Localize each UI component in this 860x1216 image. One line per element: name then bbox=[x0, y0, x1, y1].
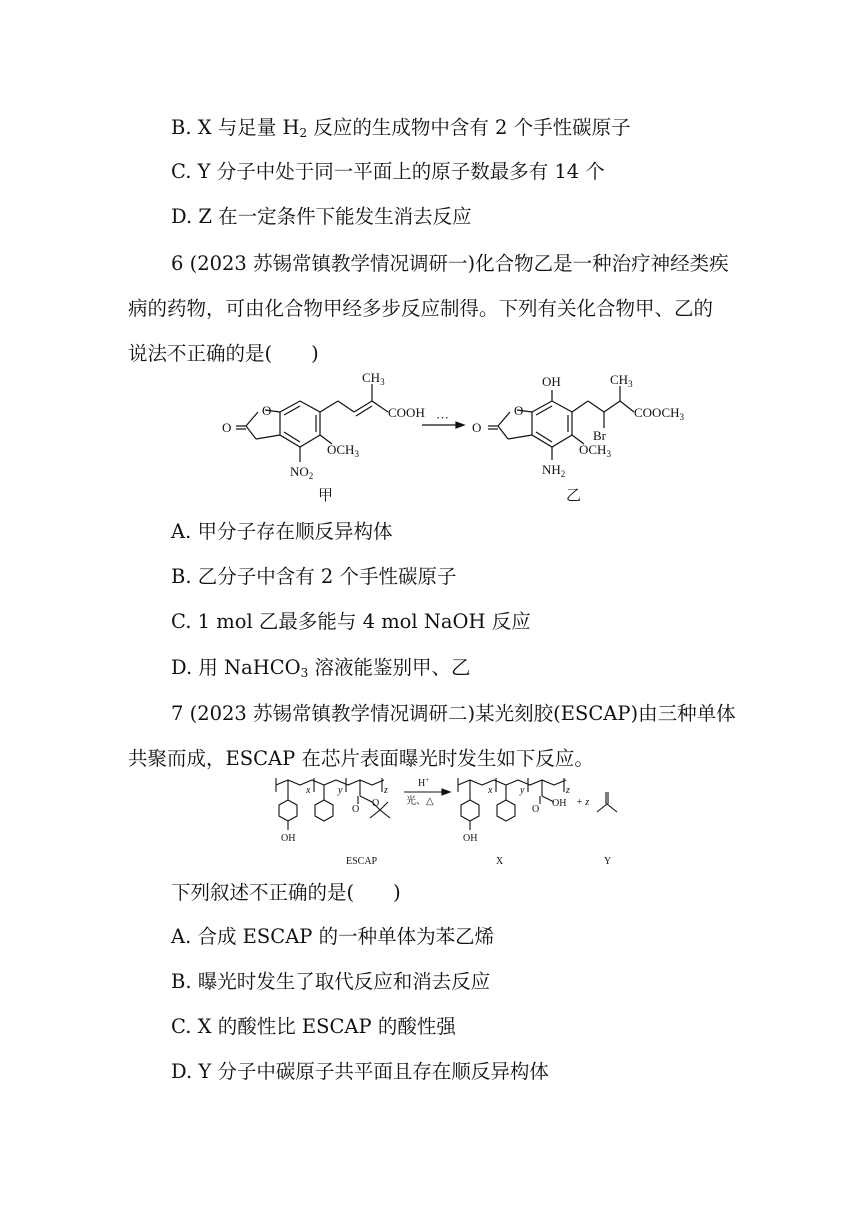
escap-phenol-ring bbox=[279, 800, 297, 821]
label-escap: ESCAP bbox=[346, 856, 378, 867]
escap-ester-o: O bbox=[372, 798, 380, 809]
q7-option-c: C. X 的酸性比 ESCAP 的酸性强 bbox=[171, 1015, 456, 1038]
q6-reaction-figure bbox=[210, 372, 690, 512]
yi-och3: $OCH_3$ bbox=[579, 442, 611, 459]
jia-ring-o: O bbox=[262, 403, 272, 418]
yi-oh: OH bbox=[542, 374, 561, 389]
escap-oh: OH bbox=[281, 833, 296, 844]
jia-ch3: $CH_3$ bbox=[362, 372, 385, 387]
q7-reaction-scheme bbox=[270, 774, 640, 870]
escap-carbonyl-o: O bbox=[352, 804, 360, 815]
x-acid-oh: OH bbox=[552, 798, 567, 809]
escap-sub-z: z bbox=[384, 785, 388, 796]
escap-sub-x: x bbox=[306, 785, 311, 796]
label-jia: 甲 bbox=[318, 486, 334, 504]
q7-option-a: A. 合成 ESCAP 的一种单体为苯乙烯 bbox=[171, 925, 495, 948]
q6-option-b: B. 乙分子中含有 2 个手性碳原子 bbox=[171, 565, 457, 588]
label-x: X bbox=[496, 856, 504, 867]
plus-z: + z bbox=[576, 797, 590, 808]
yi-carbonyl-o: O bbox=[472, 420, 482, 435]
label-yi: 乙 bbox=[566, 486, 582, 504]
x-phenol-ring bbox=[461, 800, 479, 821]
yi-benzene-ring bbox=[532, 401, 572, 447]
q5-option-c: C. Y 分子中处于同一平面上的原子数最多有 14 个 bbox=[171, 160, 605, 183]
escap-sub-y: y bbox=[338, 785, 343, 796]
q7-option-b: B. 曝光时发生了取代反应和消去反应 bbox=[171, 970, 491, 993]
q7-option-d: D. Y 分子中碳原子共平面且存在顺反异构体 bbox=[171, 1060, 549, 1083]
q6-stem-line3: 说法不正确的是( ) bbox=[128, 342, 319, 365]
x-carbonyl-o: O bbox=[532, 804, 540, 815]
label-y: Y bbox=[604, 856, 612, 867]
jia-cooh: COOH bbox=[388, 405, 425, 420]
q7-stem-line2: 共聚而成，ESCAP 在芯片表面曝光时发生如下反应。 bbox=[128, 747, 594, 770]
q6-option-a: A. 甲分子存在顺反异构体 bbox=[171, 520, 393, 543]
q7-stem-line3: 下列叙述不正确的是( ) bbox=[171, 881, 401, 904]
escap-phenyl-ring bbox=[315, 800, 333, 821]
jia-och3: $OCH_3$ bbox=[327, 442, 359, 459]
yi-nh2: $NH_2$ bbox=[542, 462, 566, 479]
q7-stem-line1: 7 (2023 苏锡常镇教学情况调研二)某光刻胶(ESCAP)由三种单体 bbox=[171, 702, 736, 725]
q5-option-d: D. Z 在一定条件下能发生消去反应 bbox=[171, 205, 472, 228]
yi-ring-o: O bbox=[514, 403, 524, 418]
x-sub-x: x bbox=[488, 785, 493, 796]
q5-option-b: B. X 与足量 $H_2$ 反应的生成物中含有 2 个手性碳原子 bbox=[171, 116, 631, 140]
yi-ch3: $CH_3$ bbox=[610, 372, 633, 389]
yi-cooch3: $COOCH_3$ bbox=[634, 405, 685, 422]
q6-option-c: C. 1 mol 乙最多能与 4 mol NaOH 反应 bbox=[171, 610, 531, 633]
q6-stem-line1: 6 (2023 苏锡常镇教学情况调研一)化合物乙是一种治疗神经类疾 bbox=[171, 252, 729, 275]
jia-carbonyl-o: O bbox=[222, 420, 232, 435]
q6-option-d: D. 用 NaHCO$_3$ 溶液能鉴别甲、乙 bbox=[171, 656, 471, 680]
jia-no2: $NO_2$ bbox=[290, 464, 314, 481]
arrow-dots: ··· bbox=[436, 410, 449, 425]
x-phenyl-ring bbox=[497, 800, 515, 821]
x-phenol-oh: OH bbox=[463, 833, 478, 844]
x-sub-z: z bbox=[566, 785, 570, 796]
cond-light-heat: 光、△ bbox=[406, 796, 434, 807]
cond-acid: H+ bbox=[418, 776, 430, 789]
q6-stem-line2: 病的药物，可由化合物甲经多步反应制得。下列有关化合物甲、乙的 bbox=[128, 297, 714, 320]
yi-br: Br bbox=[593, 428, 606, 443]
jia-benzene-ring bbox=[280, 401, 320, 447]
x-sub-y: y bbox=[520, 785, 525, 796]
